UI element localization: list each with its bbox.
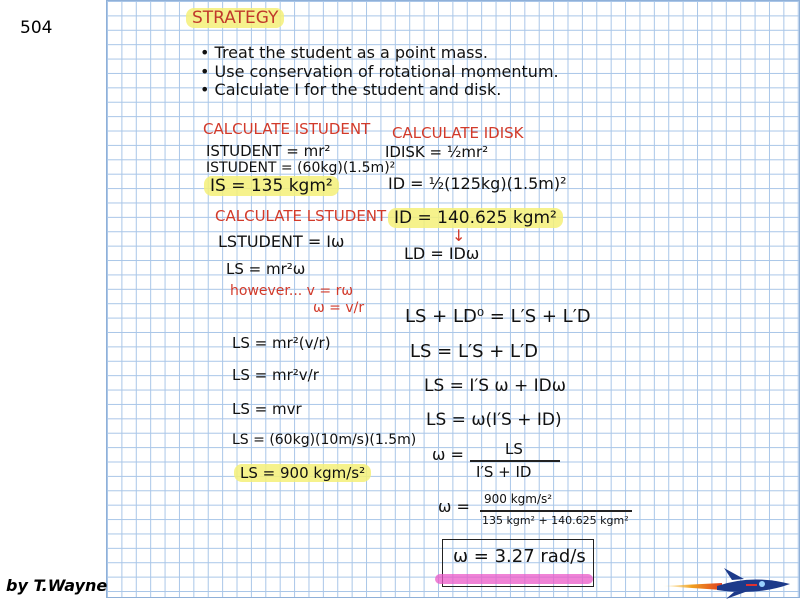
fraction-2-bar xyxy=(480,510,632,512)
disk-inertia-result: ID = 140.625 kgm² xyxy=(388,208,563,228)
strategy-bullet-1: • Treat the student as a point mass. xyxy=(200,43,488,62)
disk-inertia-line-1: IDISK = ½mr² xyxy=(385,143,489,161)
flame-icon xyxy=(662,583,722,590)
rocket-logo xyxy=(662,566,792,600)
author-credit: by T.Wayne xyxy=(6,576,108,595)
strategy-bullet-2: • Use conservation of rotational momentum. xyxy=(200,62,559,81)
strategy-bullet-3: • Calculate I for the student and disk. xyxy=(200,80,502,99)
disk-momentum: LD = IDω xyxy=(404,244,480,263)
omega-lhs-1: ω = xyxy=(432,445,464,464)
student-momentum-line-5: LS = mvr xyxy=(232,400,302,418)
student-momentum-line-3: LS = mr²(v/r) xyxy=(232,334,331,352)
strategy-heading: STRATEGY xyxy=(186,8,284,28)
student-momentum-line-4: LS = mr²v/r xyxy=(232,366,319,384)
fraction-2-numerator: 900 kgm/s² xyxy=(484,492,553,506)
omega-lhs-2: ω = xyxy=(438,497,470,516)
student-momentum-line-6: LS = (60kg)(10m/s)(1.5m) xyxy=(232,432,417,448)
student-momentum-note-2: ω = v/r xyxy=(313,300,365,316)
student-momentum-note: however... v = rω xyxy=(230,283,354,299)
fraction-1-denominator: I′S + ID xyxy=(476,463,532,481)
student-inertia-result: IS = 135 kgm² xyxy=(204,176,339,196)
student-inertia-line-2: ISTUDENT = (60kg)(1.5m)² xyxy=(206,160,396,176)
student-momentum-heading: CALCULATE LSTUDENT xyxy=(215,207,387,225)
conservation-line-4: LS = ω(I′S + ID) xyxy=(426,410,562,430)
fraction-1-bar xyxy=(470,460,560,462)
fraction-1-numerator: LS xyxy=(505,440,523,458)
slide-number: 504 xyxy=(20,18,53,38)
student-momentum-result: LS = 900 kgm/s² xyxy=(234,464,371,482)
conservation-line-2: LS = L′S + L′D xyxy=(410,341,539,362)
fraction-2-denominator: 135 kgm² + 140.625 kgm² xyxy=(482,514,629,527)
student-momentum-line-2: LS = mr²ω xyxy=(226,260,306,278)
student-inertia-line-1: ISTUDENT = mr² xyxy=(206,142,331,160)
answer-highlight xyxy=(435,574,593,584)
disk-inertia-heading: CALCULATE IDISK xyxy=(392,124,524,142)
disk-arrow: ↓ xyxy=(452,226,466,245)
student-momentum-line-1: LSTUDENT = Iω xyxy=(218,232,345,251)
student-inertia-heading: CALCULATE ISTUDENT xyxy=(203,120,371,138)
conservation-line-3: LS = I′S ω + IDω xyxy=(424,376,567,396)
conservation-line-1: LS + LD⁰ = L′S + L′D xyxy=(405,306,591,327)
final-answer: ω = 3.27 rad/s xyxy=(453,546,586,567)
disk-inertia-line-2: ID = ½(125kg)(1.5m)² xyxy=(388,174,567,193)
